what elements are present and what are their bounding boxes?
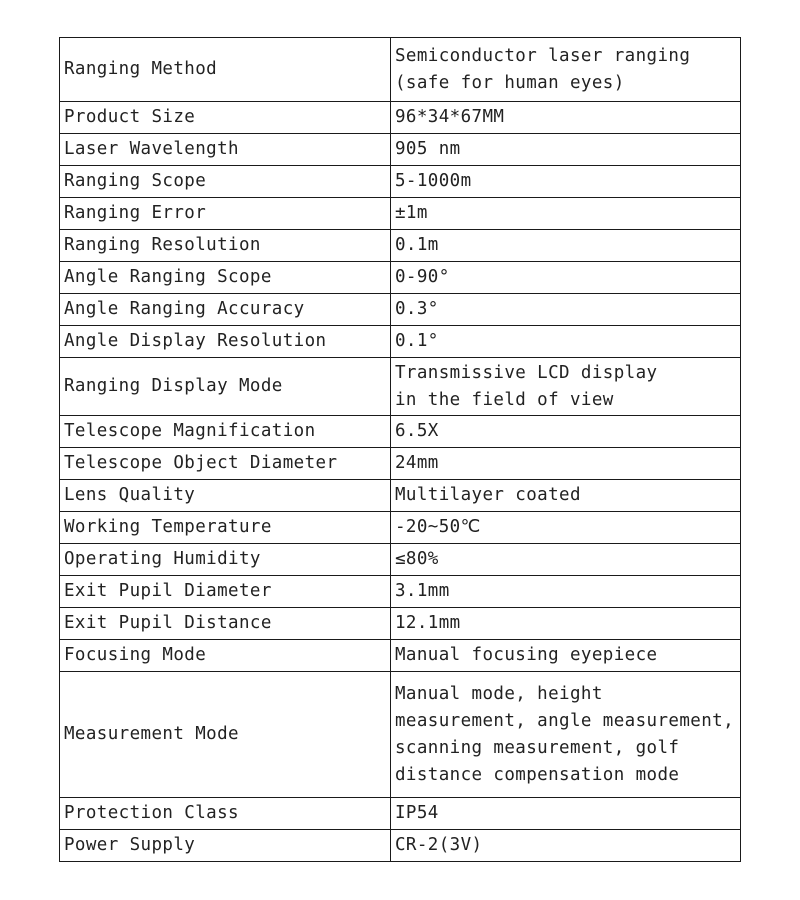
spec-value: CR-2(3V) [391,830,741,862]
table-row [60,102,741,134]
table-row [60,480,741,512]
spec-label: Operating Humidity [60,544,391,576]
spec-label: Exit Pupil Distance [60,608,391,640]
spec-value: 5-1000m [391,166,741,198]
spec-value: 12.1mm [391,608,741,640]
table-row [60,38,741,102]
table-row [60,262,741,294]
spec-label: Working Temperature [60,512,391,544]
spec-label: Telescope Magnification [60,416,391,448]
table-row [60,798,741,830]
table-row [60,198,741,230]
spec-value: 0-90° [391,262,741,294]
spec-value: Multilayer coated [391,480,741,512]
spec-value: Manual focusing eyepiece [391,640,741,672]
spec-value: 3.1mm [391,576,741,608]
table-row [60,416,741,448]
table-row [60,576,741,608]
table-row [60,358,741,416]
spec-label: Angle Ranging Accuracy [60,294,391,326]
spec-table [59,37,741,862]
table-row [60,512,741,544]
spec-value: 96*34*67MM [391,102,741,134]
spec-label: Protection Class [60,798,391,830]
spec-label: Ranging Error [60,198,391,230]
table-row [60,544,741,576]
table-row [60,830,741,862]
table-row [60,166,741,198]
spec-label: Ranging Resolution [60,230,391,262]
spec-label: Ranging Scope [60,166,391,198]
spec-label: Power Supply [60,830,391,862]
spec-value: 0.1° [391,326,741,358]
spec-value: 24mm [391,448,741,480]
spec-label: Ranging Display Mode [60,358,391,416]
table-row [60,448,741,480]
table-row [60,134,741,166]
table-row [60,608,741,640]
spec-label: Laser Wavelength [60,134,391,166]
spec-label: Focusing Mode [60,640,391,672]
table-row [60,672,741,798]
spec-label: Angle Display Resolution [60,326,391,358]
spec-value: 6.5X [391,416,741,448]
table-row [60,326,741,358]
spec-value: Semiconductor laser ranging (safe for human eyes) [391,38,741,102]
table-row [60,230,741,262]
table-row [60,294,741,326]
spec-value: 0.3° [391,294,741,326]
spec-label: Exit Pupil Diameter [60,576,391,608]
spec-value: ≤80% [391,544,741,576]
spec-value: ±1m [391,198,741,230]
spec-value: -20~50℃ [391,512,741,544]
spec-label: Angle Ranging Scope [60,262,391,294]
spec-label: Telescope Object Diameter [60,448,391,480]
spec-label: Product Size [60,102,391,134]
table-row [60,640,741,672]
spec-value: Manual mode, height measurement, angle measurement, scanning measurement, golf distance compensation mode [391,672,741,798]
spec-value: IP54 [391,798,741,830]
spec-value: 0.1m [391,230,741,262]
spec-label: Ranging Method [60,38,391,102]
spec-value: 905 nm [391,134,741,166]
spec-label: Lens Quality [60,480,391,512]
spec-value: Transmissive LCD display in the field of view [391,358,741,416]
spec-label: Measurement Mode [60,672,391,798]
